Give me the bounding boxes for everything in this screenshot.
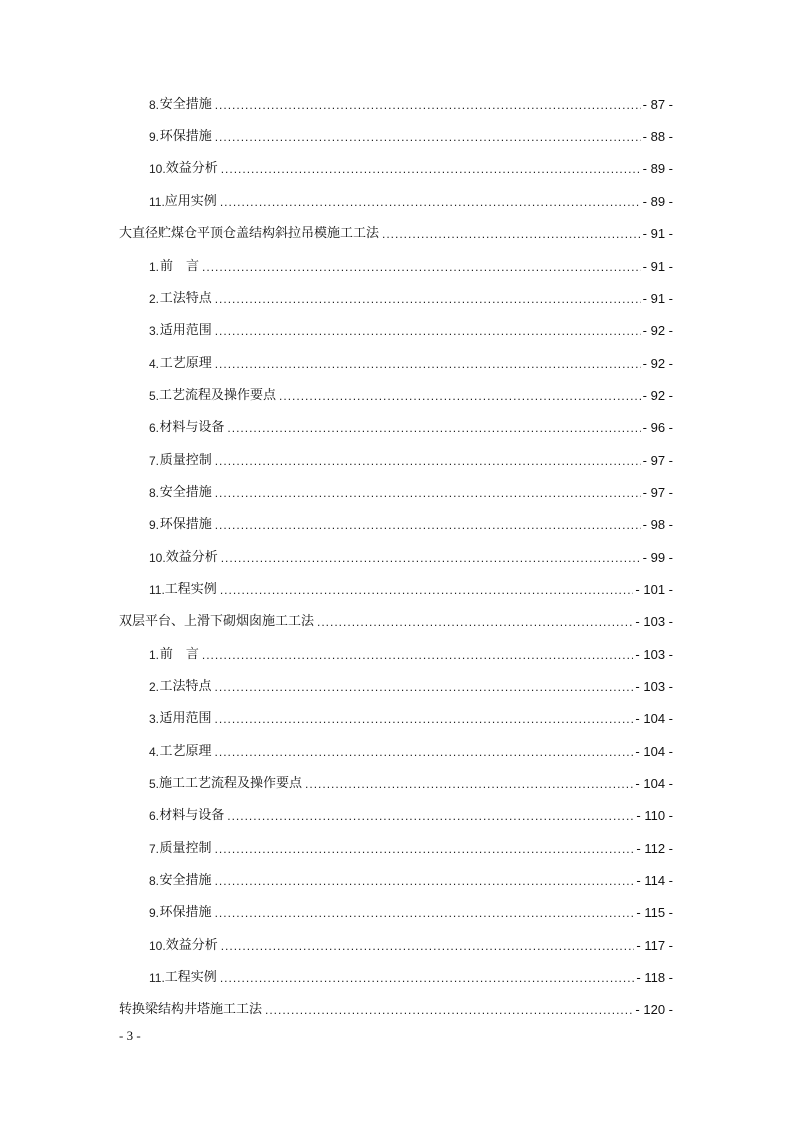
- dot-leader: [221, 934, 635, 958]
- toc-entry-number: 11.: [149, 971, 165, 985]
- dot-leader: [215, 740, 634, 764]
- toc-entry-number: 8.: [149, 486, 160, 500]
- toc-entry-title: 环保措施: [159, 129, 212, 144]
- toc-entry[interactable]: [149, 546, 673, 570]
- dot-leader: [215, 287, 641, 311]
- toc-entry[interactable]: [149, 675, 673, 699]
- toc-entry-title: 施工工艺流程及操作要点: [159, 776, 303, 791]
- toc-entry[interactable]: [149, 772, 673, 796]
- toc-entry[interactable]: [149, 319, 673, 343]
- toc-entry-number: 1.: [149, 260, 160, 274]
- toc-entry-number: 5.: [149, 777, 160, 791]
- toc-entry-page: - 103 -: [635, 614, 673, 629]
- toc-entry-number: 3.: [149, 324, 160, 338]
- dot-leader: [215, 352, 641, 376]
- toc-entry-number: 7.: [149, 454, 160, 468]
- toc-entry-page: - 97 -: [642, 453, 673, 468]
- toc-entry[interactable]: [149, 287, 673, 311]
- toc-entry-number: 9.: [149, 906, 160, 920]
- toc-entry-page: - 104 -: [635, 776, 673, 791]
- toc-entry[interactable]: [149, 901, 673, 925]
- toc-entry[interactable]: [149, 966, 673, 990]
- dot-leader: [215, 901, 635, 925]
- toc-entry[interactable]: [149, 513, 673, 537]
- toc-section-title: 双层平台、上滑下砌烟囱施工工法: [119, 614, 315, 629]
- toc-entry-title: 工艺原理: [159, 356, 212, 371]
- toc-entry-page: - 115 -: [636, 905, 673, 920]
- toc-section-title: 大直径贮煤仓平顶仓盖结构斜拉吊模施工工法: [119, 226, 380, 241]
- toc-entry-number: 4.: [149, 745, 160, 759]
- dot-leader: [265, 998, 633, 1022]
- dot-leader: [215, 513, 641, 537]
- dot-leader: [215, 449, 641, 473]
- dot-leader: [215, 837, 635, 861]
- toc-section-entry[interactable]: [119, 610, 673, 634]
- toc-entry-number: 11.: [149, 195, 165, 209]
- toc-entry-page: - 112 -: [636, 841, 673, 856]
- dot-leader: [305, 772, 633, 796]
- toc-entry[interactable]: [149, 125, 673, 149]
- toc-entry-page: - 117 -: [636, 938, 673, 953]
- toc-entry-number: 2.: [149, 292, 160, 306]
- toc-entry-page: - 110 -: [636, 808, 673, 823]
- toc-entry-title: 工法特点: [159, 679, 212, 694]
- toc-entry[interactable]: [149, 449, 673, 473]
- toc-entry-number: 5.: [149, 389, 160, 403]
- toc-entry-page: - 89 -: [642, 161, 673, 176]
- toc-entry-title: 环保措施: [159, 517, 212, 532]
- toc-entry-number: 4.: [149, 357, 160, 371]
- toc-entry-page: - 104 -: [635, 711, 673, 726]
- toc-section-entry[interactable]: [119, 222, 673, 246]
- toc-entry-number: 10.: [149, 939, 166, 953]
- toc-entry-title: 安全措施: [159, 485, 212, 500]
- dot-leader: [382, 222, 641, 246]
- toc-entry-page: - 103 -: [635, 679, 673, 694]
- dot-leader: [279, 384, 641, 408]
- toc-entry[interactable]: [149, 481, 673, 505]
- toc-entry[interactable]: [149, 643, 673, 667]
- toc-entry-title: 安全措施: [159, 97, 212, 112]
- toc-entry[interactable]: [149, 578, 673, 602]
- toc-entry-number: 9.: [149, 518, 160, 532]
- dot-leader: [215, 481, 641, 505]
- toc-entry[interactable]: [149, 93, 673, 117]
- toc-entry-page: - 87 -: [642, 97, 673, 112]
- page-number-footer: - 3 -: [119, 1028, 141, 1043]
- toc-entry-number: 6.: [149, 421, 160, 435]
- toc-entry-title: 材料与设备: [159, 420, 225, 435]
- toc-entry-page: - 88 -: [642, 129, 673, 144]
- dot-leader: [202, 643, 634, 667]
- toc-entry[interactable]: [149, 740, 673, 764]
- toc-entry-page: - 118 -: [636, 970, 673, 985]
- dot-leader: [215, 675, 634, 699]
- toc-entry-title: 适用范围: [159, 711, 212, 726]
- toc-entry-page: - 97 -: [642, 485, 673, 500]
- toc-entry[interactable]: [149, 707, 673, 731]
- toc-entry-page: - 91 -: [642, 291, 673, 306]
- toc-entry-number: 11.: [149, 583, 165, 597]
- toc-entry-number: 1.: [149, 648, 160, 662]
- toc-entry-page: - 103 -: [635, 647, 673, 662]
- toc-entry-page: - 91 -: [642, 259, 673, 274]
- toc-entry-page: - 92 -: [642, 356, 673, 371]
- dot-leader: [215, 319, 641, 343]
- toc-entry-title: 工程实例: [164, 582, 217, 597]
- toc-entry-page: - 98 -: [642, 517, 673, 532]
- toc-entry[interactable]: [149, 934, 673, 958]
- toc-entry-title: 前 言: [159, 647, 199, 662]
- toc-entry-page: - 114 -: [636, 873, 673, 888]
- toc-entry-title: 工艺流程及操作要点: [159, 388, 277, 403]
- dot-leader: [221, 546, 641, 570]
- toc-entry[interactable]: [149, 837, 673, 861]
- toc-entry-page: - 91 -: [642, 226, 673, 241]
- toc-entry-title: 应用实例: [164, 194, 217, 209]
- dot-leader: [215, 93, 641, 117]
- toc-entry-page: - 101 -: [635, 582, 673, 597]
- dot-leader: [215, 707, 634, 731]
- toc-entry[interactable]: [149, 157, 673, 181]
- toc-entry-page: - 89 -: [642, 194, 673, 209]
- dot-leader: [215, 125, 641, 149]
- toc-entry-title: 质量控制: [159, 453, 212, 468]
- toc-entry-page: - 104 -: [635, 744, 673, 759]
- toc-entry-page: - 92 -: [642, 388, 673, 403]
- dot-leader: [220, 966, 635, 990]
- toc-entry-number: 3.: [149, 712, 160, 726]
- toc-entry-number: 6.: [149, 809, 160, 823]
- toc-entry-title: 适用范围: [159, 323, 212, 338]
- dot-leader: [221, 157, 641, 181]
- toc-entry-number: 7.: [149, 842, 160, 856]
- dot-leader: [227, 804, 634, 828]
- toc-entry-number: 8.: [149, 98, 160, 112]
- toc-entry-number: 2.: [149, 680, 160, 694]
- toc-section-entry[interactable]: [119, 998, 673, 1022]
- dot-leader: [220, 190, 641, 214]
- toc-entry[interactable]: [149, 869, 673, 893]
- toc-section-title: 转换梁结构井塔施工工法: [119, 1002, 263, 1017]
- dot-leader: [227, 416, 640, 440]
- toc-entry-number: 9.: [149, 130, 160, 144]
- toc-entry[interactable]: [149, 352, 673, 376]
- toc-entry-page: - 120 -: [635, 1002, 673, 1017]
- toc-entry-title: 环保措施: [159, 905, 212, 920]
- toc-entry-number: 10.: [149, 551, 166, 565]
- toc-entry-page: - 99 -: [642, 550, 673, 565]
- toc-entry-title: 效益分析: [165, 161, 218, 176]
- toc-entry[interactable]: [149, 255, 673, 279]
- toc-entry-page: - 96 -: [642, 420, 673, 435]
- dot-leader: [220, 578, 634, 602]
- dot-leader: [317, 610, 633, 634]
- toc-entry-title: 前 言: [160, 259, 200, 274]
- toc-entry[interactable]: [149, 190, 673, 214]
- toc-entry-title: 效益分析: [165, 550, 218, 565]
- toc-entry-title: 材料与设备: [159, 808, 225, 823]
- toc-entry[interactable]: [149, 384, 673, 408]
- toc-entry-number: 8.: [149, 874, 160, 888]
- toc-entry-title: 安全措施: [159, 873, 212, 888]
- dot-leader: [215, 869, 635, 893]
- toc-entry-title: 工程实例: [164, 970, 217, 985]
- toc-entry[interactable]: [149, 416, 673, 440]
- toc-entry-title: 工艺原理: [159, 744, 212, 759]
- toc-entry-title: 工法特点: [159, 291, 212, 306]
- toc-entry-title: 质量控制: [159, 841, 212, 856]
- toc-entry-number: 10.: [149, 162, 166, 176]
- toc-entry-page: - 92 -: [642, 323, 673, 338]
- toc-entry-title: 效益分析: [165, 938, 218, 953]
- dot-leader: [202, 255, 641, 279]
- toc-entry[interactable]: [149, 804, 673, 828]
